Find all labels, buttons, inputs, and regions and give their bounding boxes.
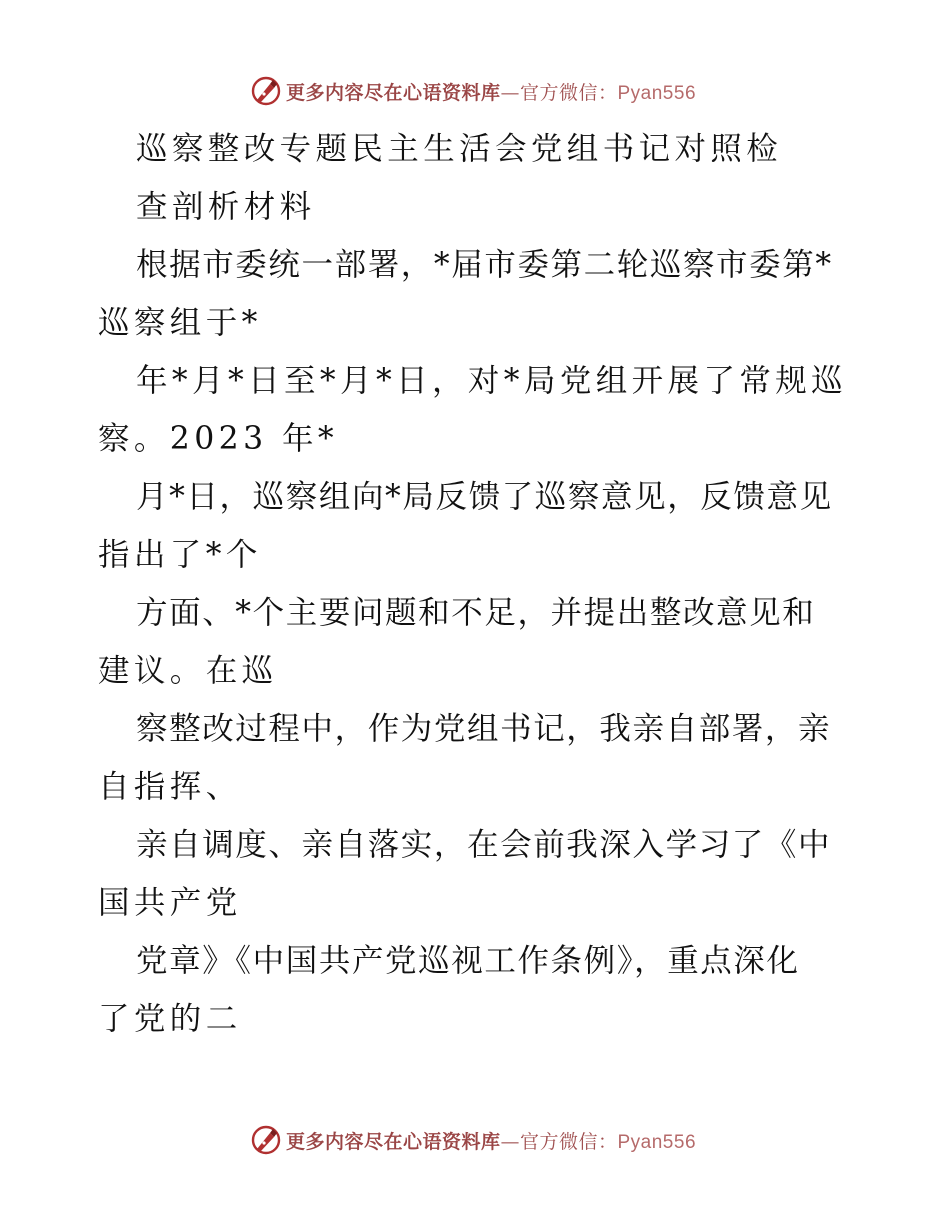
title-line-2: 查剖析材料	[136, 189, 316, 225]
banner-wechat-label: 官方微信：	[519, 81, 618, 104]
title-line-1: 巡察整改专题民主生活会党组书记对照检	[136, 131, 783, 167]
banner-dash: —	[500, 1130, 520, 1153]
body-line: 方面、*个主要问题和不足，并提出整改意见和	[136, 595, 816, 631]
banner-inner	[250, 75, 696, 107]
pen-nib-logo-icon	[250, 1124, 282, 1156]
banner-wechat-label: 官方微信：	[519, 1130, 618, 1153]
banner-dash: —	[500, 81, 520, 104]
body-line: 年*月*日至*月*日，对*局党组开展了常规巡	[136, 363, 848, 399]
footer-banner	[0, 1120, 950, 1160]
body-line: 根据市委统一部署，*届市委第二轮巡察市委第*	[136, 247, 833, 283]
body-line: 亲自调度、亲自落实，在会前我深入学习了《中	[136, 827, 832, 863]
banner-text	[286, 78, 696, 105]
banner-wechat-id: Pyan556	[617, 82, 697, 104]
body-line: 国共产党	[98, 885, 242, 921]
document-body	[98, 120, 868, 1048]
body-line: 自指挥、	[98, 769, 242, 805]
pen-nib-logo-icon	[250, 75, 282, 107]
banner-inner	[250, 1124, 696, 1156]
banner-lead-text: 更多内容尽在心语资料库	[285, 1130, 501, 1153]
banner-text	[286, 1127, 696, 1154]
body-line: 了党的二	[98, 1001, 242, 1037]
banner-lead-text: 更多内容尽在心语资料库	[285, 81, 501, 104]
header-banner	[0, 71, 950, 111]
body-line: 察。2023 年*	[98, 421, 339, 457]
body-line: 党章》《中国共产党巡视工作条例》，重点深化	[136, 943, 800, 979]
body-line: 察整改过程中，作为党组书记，我亲自部署，亲	[136, 711, 832, 747]
body-line: 建议。在巡	[98, 653, 278, 689]
banner-wechat-id: Pyan556	[617, 1131, 697, 1153]
body-line: 巡察组于*	[98, 305, 262, 341]
body-line: 月*日，巡察组向*局反馈了巡察意见，反馈意见	[136, 479, 833, 515]
body-line: 指出了*个	[98, 537, 262, 573]
